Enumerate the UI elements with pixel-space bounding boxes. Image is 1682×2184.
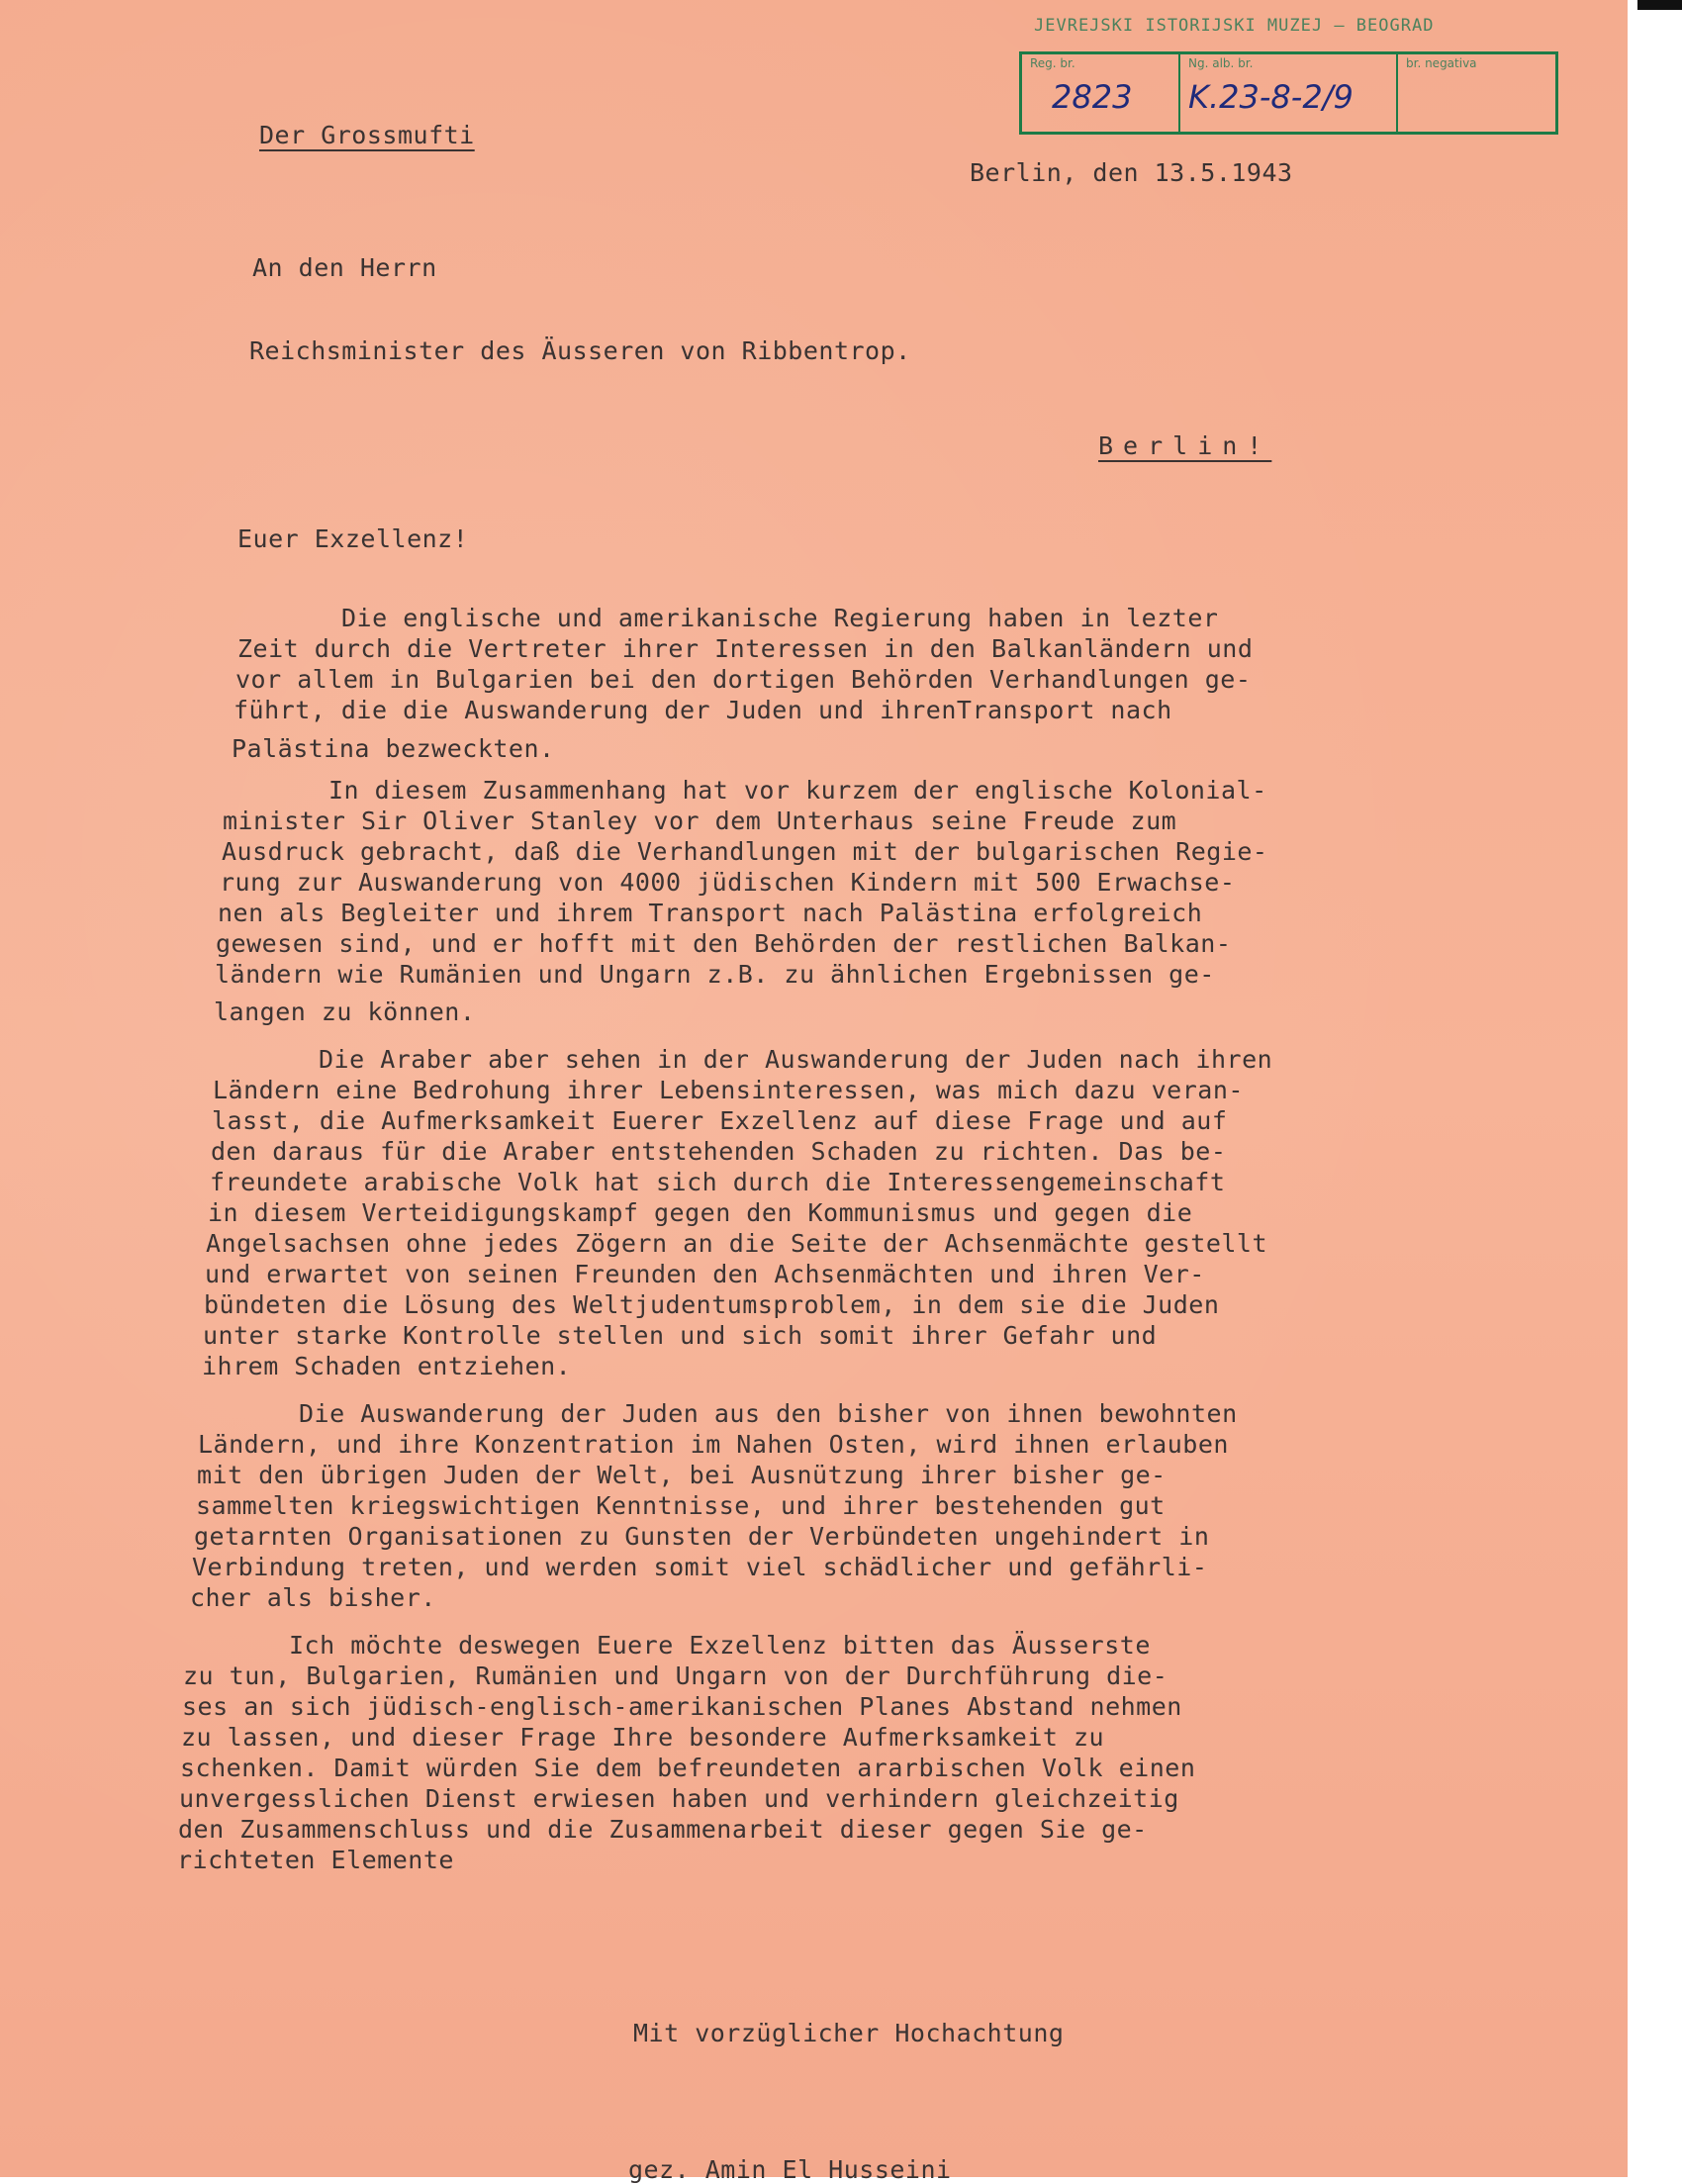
body-line: sammelten kriegswichtigen Kenntnisse, und ihrer bestehenden gut [196, 1491, 1166, 1520]
body-line: zu lassen, und dieser Frage Ihre besondere Aufmerksamkeit zu [181, 1723, 1105, 1752]
body-line: In diesem Zusammenhang hat vor kurzem der englische Kolonial- [328, 776, 1267, 805]
recipient-city: Berlin! [1098, 431, 1272, 460]
body-line: Ländern, und ihre Konzentration im Nahen Osten, wird ihnen erlauben [198, 1430, 1229, 1459]
body-line: ihrem Schaden entziehen. [202, 1352, 572, 1380]
signature: gez. Amin El Husseini [628, 2155, 952, 2184]
body-line: mit den übrigen Juden der Welt, bei Ausnützung ihrer bisher ge- [197, 1461, 1167, 1489]
body-line: ländern wie Rumänien und Ungarn z.B. zu ähnlichen Ergebnissen ge- [215, 960, 1215, 989]
body-line: den Zusammenschluss und die Zusammenarbeit dieser gegen Sie ge- [178, 1815, 1148, 1844]
body-line: getarnten Organisationen zu Gunsten der Verbündeten ungehindert in [194, 1522, 1210, 1551]
body-line: Die Auswanderung der Juden aus den bisher von ihnen bewohnten [299, 1399, 1238, 1428]
body-line: Palästina bezweckten. [232, 734, 555, 763]
body-line: Die englische und amerikanische Regierung haben in lezter [341, 604, 1219, 632]
museum-stamp-title: JEVREJSKI ISTORIJSKI MUZEJ — BEOGRAD [1034, 16, 1435, 36]
body-line: richteten Elemente [177, 1846, 454, 1874]
stamp-archive-number: K.23-8-2/9 [1188, 78, 1354, 116]
recipient-line-2: Reichsminister des Äusseren von Ribbentrop. [249, 336, 911, 365]
body-line: rung zur Auswanderung von 4000 jüdischen Kindern mit 500 Erwachse- [220, 868, 1236, 897]
stamp-label-archive: Ng. alb. br. [1188, 56, 1254, 70]
body-line: unter starke Kontrolle stellen und sich somit ihrer Gefahr und [203, 1321, 1158, 1350]
body-line: den daraus für die Araber entstehenden Schaden zu richten. Das be- [211, 1137, 1227, 1166]
sender-title: Der Grossmufti [259, 121, 475, 149]
body-line: freundete arabische Volk hat sich durch die Interessengemeinschaft [210, 1168, 1226, 1196]
body-line: Ländern eine Bedrohung ihrer Lebensinteressen, was mich dazu veran- [213, 1076, 1244, 1104]
body-line: cher als bisher. [190, 1583, 436, 1612]
stamp-label-negative: br. negativa [1406, 56, 1477, 70]
archive-stamp [1019, 51, 1558, 135]
stamp-cell-archive [1180, 54, 1398, 132]
body-line: Verbindung treten, und werden somit viel schädlicher und gefährli- [192, 1553, 1208, 1581]
body-line: lasst, die Aufmerksamkeit Euerer Exzellenz auf diese Frage und auf [212, 1106, 1228, 1135]
body-line: bündeten die Lösung des Weltjudentumsproblem, in dem sie die Juden [204, 1290, 1220, 1319]
body-line: schenken. Damit würden Sie dem befreundeten ararbischen Volk einen [180, 1754, 1196, 1782]
body-line: unvergesslichen Dienst erwiesen haben und verhindern gleichzeitig [179, 1784, 1179, 1813]
stamp-label-reg: Reg. br. [1030, 56, 1075, 70]
body-line: gewesen sind, und er hofft mit den Behörden der restlichen Balkan- [216, 929, 1232, 958]
body-line: Angelsachsen ohne jedes Zögern an die Seite der Achsenmächte gestellt [206, 1229, 1268, 1258]
body-line: Ausdruck gebracht, daß die Verhandlungen mit der bulgarischen Regie- [222, 837, 1268, 866]
body-line: führt, die die Auswanderung der Juden und ihrenTransport nach [234, 696, 1172, 724]
body-line: Zeit durch die Vertreter ihrer Interessen in den Balkanländern und [237, 634, 1254, 663]
body-line: minister Sir Oliver Stanley vor dem Unterhaus seine Freude zum [223, 807, 1177, 835]
stamp-reg-number: 2823 [1052, 78, 1133, 116]
place-date: Berlin, den 13.5.1943 [970, 158, 1293, 187]
body-line: langen zu können. [214, 997, 476, 1026]
salutation: Euer Exzellenz! [237, 524, 469, 553]
scan-margin [1628, 0, 1682, 2177]
body-line: ses an sich jüdisch-englisch-amerikanischen Planes Abstand nehmen [182, 1692, 1182, 1721]
body-line: Die Araber aber sehen in der Auswanderung der Juden nach ihren [319, 1045, 1273, 1074]
stamp-cell-reg [1022, 54, 1180, 132]
closing: Mit vorzüglicher Hochachtung [633, 2019, 1065, 2047]
stamp-cell-negative [1398, 54, 1558, 132]
body-line: vor allem in Bulgarien bei den dortigen Behörden Verhandlungen ge- [235, 665, 1252, 694]
recipient-line-1: An den Herrn [252, 253, 437, 282]
scan-corner-mark [1637, 0, 1682, 10]
body-line: in diesem Verteidigungskampf gegen den Kommunismus und gegen die [208, 1198, 1193, 1227]
body-line: zu tun, Bulgarien, Rumänien und Ungarn von der Durchführung die- [183, 1662, 1168, 1690]
body-line: Ich möchte deswegen Euere Exzellenz bitten das Äusserste [289, 1631, 1151, 1660]
body-line: und erwartet von seinen Freunden den Achsenmächten und ihren Ver- [205, 1260, 1205, 1288]
body-line: nen als Begleiter und ihrem Transport nach Palästina erfolgreich [218, 899, 1203, 927]
